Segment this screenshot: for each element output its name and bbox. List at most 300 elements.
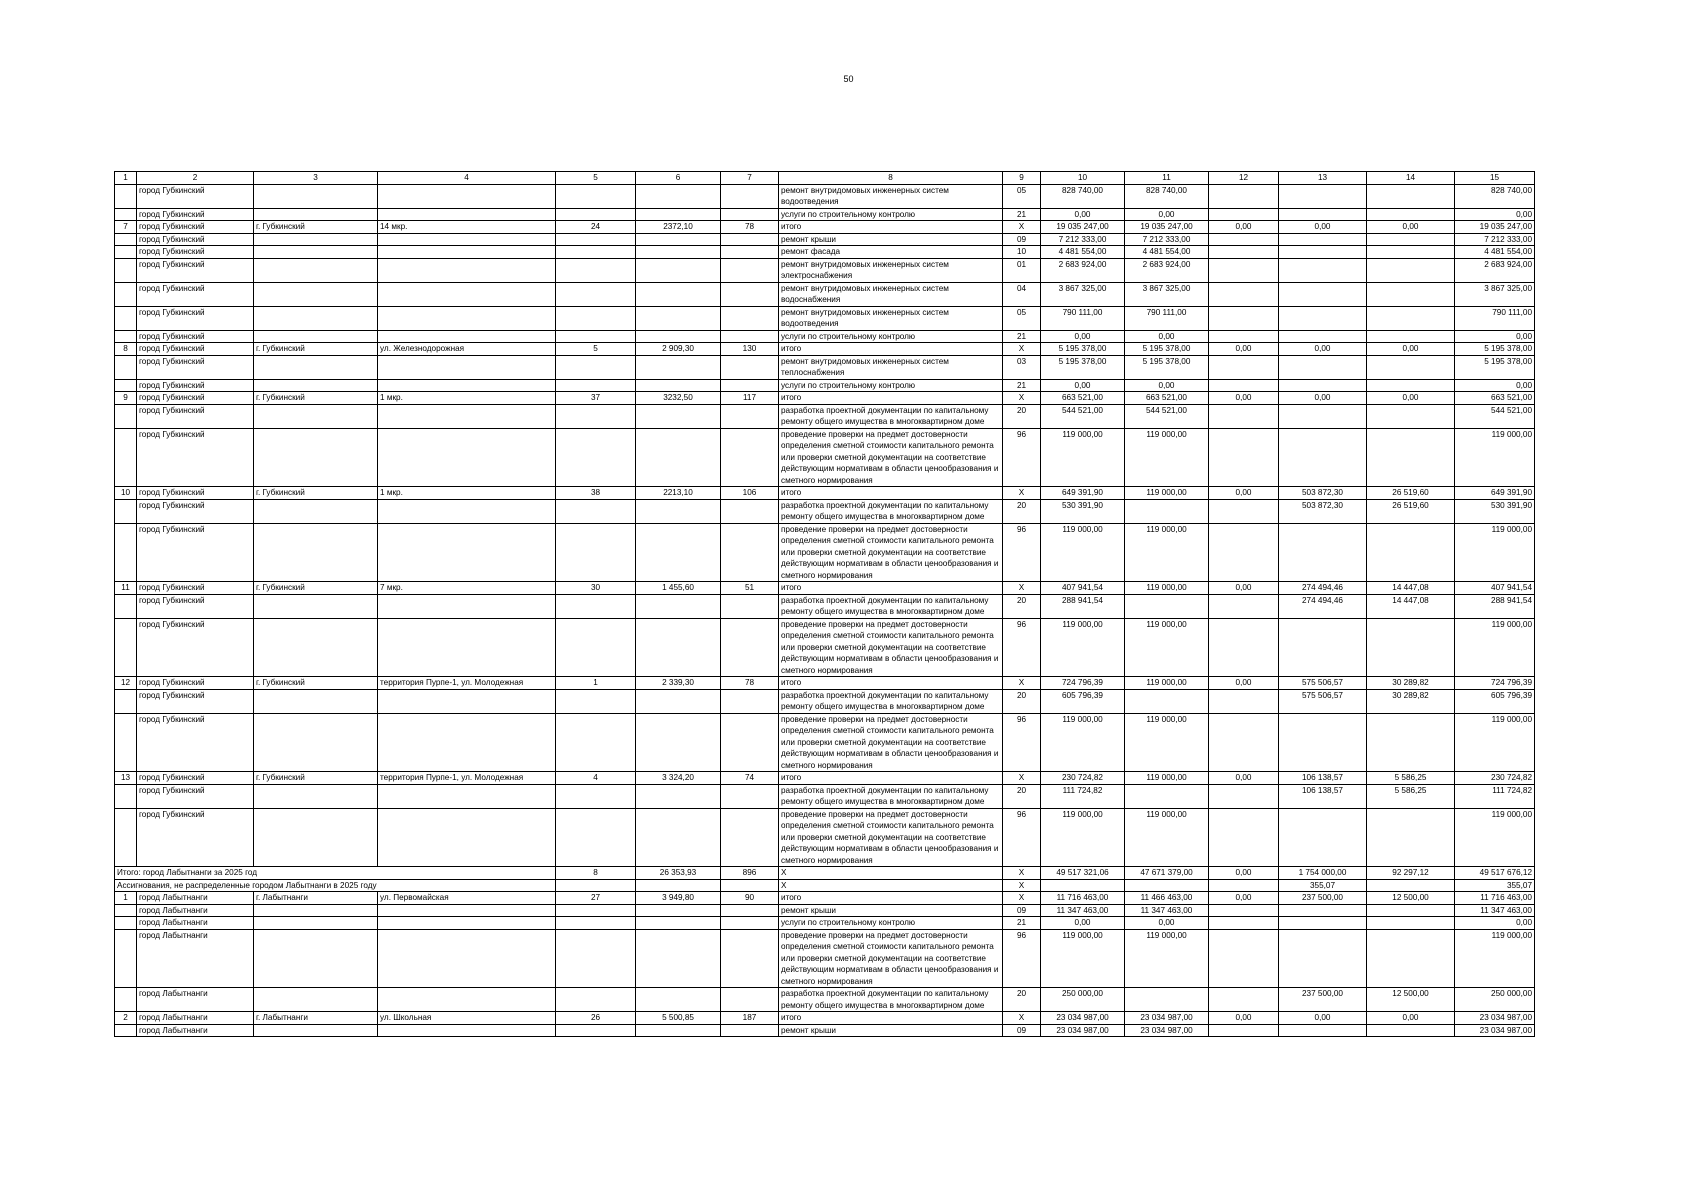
grand-total-cell: 23 034 987,00 (1455, 1024, 1535, 1037)
house-number-cell: 4 (556, 772, 636, 785)
total-cost-cell: 7 212 333,00 (1041, 233, 1125, 246)
total-cost-cell: 119 000,00 (1041, 808, 1125, 867)
work-code-cell: X (1003, 487, 1041, 500)
house-number-cell (556, 618, 636, 677)
municipality-cell: город Губкинский (137, 428, 254, 487)
row-number-cell: 9 (115, 392, 137, 405)
municipality-cell: город Губкинский (137, 343, 254, 356)
residents-cell (721, 618, 779, 677)
column-number-header: 1 (115, 172, 137, 185)
area-cell (636, 618, 721, 677)
area-cell (636, 208, 721, 221)
table-row (115, 355, 1535, 379)
owners-cost-cell: 14 447,08 (1367, 594, 1455, 618)
owners-cost-cell: 0,00 (1367, 343, 1455, 356)
work-code-cell: X (1003, 221, 1041, 234)
budget-cost-cell (1209, 330, 1279, 343)
area-cell (636, 330, 721, 343)
work-code-cell: 96 (1003, 713, 1041, 772)
work-type-cell: ремонт внутридомовых инженерных систем водоснабжения (779, 282, 1003, 306)
municipal-cost-cell (1279, 258, 1367, 282)
fund-cost-cell: 11 466 463,00 (1125, 892, 1209, 905)
municipal-cost-cell: 237 500,00 (1279, 892, 1367, 905)
work-type-cell: проведение проверки на предмет достоверности определения сметной стоимости капитального ремонта или проверки сметной документации на соответствие действующим нормативам в области ценообразования и сметного нормирования (779, 618, 1003, 677)
address-cell (378, 428, 556, 487)
work-type-cell: итого (779, 1012, 1003, 1025)
work-type-cell: итого (779, 677, 1003, 690)
address-cell (378, 594, 556, 618)
municipal-cost-cell: 0,00 (1279, 1012, 1367, 1025)
grand-total-cell: 407 941,54 (1455, 582, 1535, 595)
municipality-cell: город Губкинский (137, 808, 254, 867)
grand-total-cell: 7 212 333,00 (1455, 233, 1535, 246)
settlement-cell (254, 594, 378, 618)
municipal-cost-cell (1279, 917, 1367, 930)
area-cell (636, 929, 721, 988)
settlement-cell: г. Лабытнанги (254, 1012, 378, 1025)
municipal-cost-cell: 274 494,46 (1279, 594, 1367, 618)
owners-cost-cell: 92 297,12 (1367, 867, 1455, 880)
budget-cost-cell: 0,00 (1209, 392, 1279, 405)
budget-cost-cell: 0,00 (1209, 772, 1279, 785)
fund-cost-cell: 23 034 987,00 (1125, 1012, 1209, 1025)
house-number-cell: 30 (556, 582, 636, 595)
residents-cell: 90 (721, 892, 779, 905)
summary-label: Итого: город Лабытнанги за 2025 год (115, 867, 556, 880)
settlement-cell (254, 282, 378, 306)
fund-cost-cell: 828 740,00 (1125, 184, 1209, 208)
column-number-row (115, 172, 1535, 185)
table-row (115, 499, 1535, 523)
budget-cost-cell (1209, 233, 1279, 246)
table-row (115, 689, 1535, 713)
table-row (115, 258, 1535, 282)
fund-cost-cell: 47 671 379,00 (1125, 867, 1209, 880)
municipal-cost-cell (1279, 379, 1367, 392)
column-number-header: 4 (378, 172, 556, 185)
area-cell (636, 917, 721, 930)
address-cell: территория Пурпе-1, ул. Молодежная (378, 677, 556, 690)
residents-cell (721, 428, 779, 487)
work-type-cell: разработка проектной документации по капитальному ремонту общего имущества в многоквартирном доме (779, 594, 1003, 618)
row-number-cell (115, 208, 137, 221)
owners-cost-cell (1367, 233, 1455, 246)
table-row (115, 929, 1535, 988)
work-code-cell: 21 (1003, 208, 1041, 221)
residents-cell (721, 379, 779, 392)
work-type-cell: ремонт фасада (779, 246, 1003, 259)
fund-cost-cell: 0,00 (1125, 208, 1209, 221)
owners-cost-cell (1367, 282, 1455, 306)
work-type-cell: ремонт крыши (779, 1024, 1003, 1037)
owners-cost-cell (1367, 184, 1455, 208)
column-number-header: 13 (1279, 172, 1367, 185)
summary-label: Ассигнования, не распределенные городом Лабытнанги в 2025 году (115, 879, 556, 892)
budget-cost-cell (1209, 904, 1279, 917)
address-cell: ул. Школьная (378, 1012, 556, 1025)
settlement-cell: г. Губкинский (254, 343, 378, 356)
work-code-cell: X (1003, 582, 1041, 595)
area-cell (636, 499, 721, 523)
owners-cost-cell: 0,00 (1367, 221, 1455, 234)
total-cost-cell: 119 000,00 (1041, 523, 1125, 582)
work-type-cell: итого (779, 892, 1003, 905)
residents-cell: 187 (721, 1012, 779, 1025)
table-row (115, 306, 1535, 330)
owners-cost-cell: 12 500,00 (1367, 892, 1455, 905)
address-cell (378, 929, 556, 988)
work-type-cell: услуги по строительному контролю (779, 917, 1003, 930)
house-number-cell (556, 404, 636, 428)
work-code-cell: 04 (1003, 282, 1041, 306)
work-code-cell: X (1003, 772, 1041, 785)
municipality-cell: город Лабытнанги (137, 917, 254, 930)
municipality-cell: город Лабытнанги (137, 892, 254, 905)
column-number-header: 8 (779, 172, 1003, 185)
owners-cost-cell: 30 289,82 (1367, 677, 1455, 690)
residents-cell: 106 (721, 487, 779, 500)
total-cost-cell: 663 521,00 (1041, 392, 1125, 405)
row-number-cell: 11 (115, 582, 137, 595)
total-cost-cell: 19 035 247,00 (1041, 221, 1125, 234)
residents-cell: 896 (721, 867, 779, 880)
column-number-header: 11 (1125, 172, 1209, 185)
residents-cell (721, 879, 779, 892)
row-number-cell (115, 355, 137, 379)
house-number-cell (556, 233, 636, 246)
area-cell (636, 379, 721, 392)
budget-cost-cell: 0,00 (1209, 892, 1279, 905)
owners-cost-cell (1367, 379, 1455, 392)
total-cost-cell (1041, 879, 1125, 892)
budget-cost-cell (1209, 306, 1279, 330)
row-number-cell (115, 428, 137, 487)
work-code-cell: 05 (1003, 184, 1041, 208)
owners-cost-cell (1367, 917, 1455, 930)
municipal-cost-cell (1279, 355, 1367, 379)
work-code-cell: 05 (1003, 306, 1041, 330)
work-code-cell: 10 (1003, 246, 1041, 259)
residents-cell (721, 917, 779, 930)
settlement-cell (254, 428, 378, 487)
table-row (115, 917, 1535, 930)
total-cost-cell: 49 517 321,06 (1041, 867, 1125, 880)
budget-cost-cell: 0,00 (1209, 487, 1279, 500)
house-number-cell (556, 355, 636, 379)
work-code-cell: 03 (1003, 355, 1041, 379)
owners-cost-cell: 0,00 (1367, 1012, 1455, 1025)
municipal-cost-cell: 575 506,57 (1279, 677, 1367, 690)
budget-cost-cell (1209, 618, 1279, 677)
column-number-header: 9 (1003, 172, 1041, 185)
budget-cost-cell (1209, 929, 1279, 988)
area-cell (636, 184, 721, 208)
house-number-cell (556, 330, 636, 343)
work-code-cell: 20 (1003, 594, 1041, 618)
area-cell: 2 909,30 (636, 343, 721, 356)
address-cell (378, 306, 556, 330)
grand-total-cell: 0,00 (1455, 208, 1535, 221)
owners-cost-cell (1367, 258, 1455, 282)
settlement-cell (254, 904, 378, 917)
owners-cost-cell: 14 447,08 (1367, 582, 1455, 595)
total-cost-cell: 828 740,00 (1041, 184, 1125, 208)
work-code-cell: 21 (1003, 379, 1041, 392)
municipality-cell: город Губкинский (137, 258, 254, 282)
total-cost-cell: 5 195 378,00 (1041, 343, 1125, 356)
settlement-cell: г. Губкинский (254, 221, 378, 234)
row-number-cell (115, 246, 137, 259)
residents-cell (721, 988, 779, 1012)
total-cost-cell: 3 867 325,00 (1041, 282, 1125, 306)
fund-cost-cell (1125, 784, 1209, 808)
grand-total-cell: 2 683 924,00 (1455, 258, 1535, 282)
row-number-cell (115, 184, 137, 208)
house-number-cell (556, 208, 636, 221)
owners-cost-cell (1367, 428, 1455, 487)
total-cost-cell: 407 941,54 (1041, 582, 1125, 595)
work-type-cell: разработка проектной документации по капитальному ремонту общего имущества в многоквартирном доме (779, 689, 1003, 713)
municipality-cell: город Губкинский (137, 582, 254, 595)
fund-cost-cell: 5 195 378,00 (1125, 355, 1209, 379)
work-code-cell: X (1003, 892, 1041, 905)
house-number-cell (556, 306, 636, 330)
residents-cell (721, 904, 779, 917)
owners-cost-cell (1367, 808, 1455, 867)
total-cost-cell: 2 683 924,00 (1041, 258, 1125, 282)
fund-cost-cell: 119 000,00 (1125, 523, 1209, 582)
owners-cost-cell (1367, 355, 1455, 379)
municipality-cell: город Лабытнанги (137, 904, 254, 917)
work-type-cell: проведение проверки на предмет достоверности определения сметной стоимости капитального ремонта или проверки сметной документации на соответствие действующим нормативам в области ценообразования и сметного нормирования (779, 808, 1003, 867)
budget-cost-cell (1209, 523, 1279, 582)
table-row (115, 523, 1535, 582)
total-cost-cell: 649 391,90 (1041, 487, 1125, 500)
municipality-cell: город Лабытнанги (137, 929, 254, 988)
grand-total-cell: 5 195 378,00 (1455, 343, 1535, 356)
address-cell (378, 904, 556, 917)
address-cell (378, 988, 556, 1012)
house-number-cell (556, 523, 636, 582)
house-number-cell: 38 (556, 487, 636, 500)
grand-total-cell: 0,00 (1455, 379, 1535, 392)
table-row (115, 677, 1535, 690)
work-code-cell: 01 (1003, 258, 1041, 282)
settlement-cell: г. Губкинский (254, 392, 378, 405)
table-row (115, 904, 1535, 917)
table-row (115, 208, 1535, 221)
settlement-cell (254, 184, 378, 208)
owners-cost-cell: 12 500,00 (1367, 988, 1455, 1012)
budget-cost-cell (1209, 689, 1279, 713)
residents-cell: 117 (721, 392, 779, 405)
house-number-cell (556, 246, 636, 259)
settlement-cell (254, 929, 378, 988)
work-code-cell: X (1003, 879, 1041, 892)
grand-total-cell: 544 521,00 (1455, 404, 1535, 428)
settlement-cell (254, 1024, 378, 1037)
settlement-cell (254, 689, 378, 713)
row-number-cell (115, 784, 137, 808)
area-cell (636, 713, 721, 772)
grand-total-cell: 23 034 987,00 (1455, 1012, 1535, 1025)
house-number-cell (556, 713, 636, 772)
grand-total-cell: 49 517 676,12 (1455, 867, 1535, 880)
area-cell (636, 523, 721, 582)
grand-total-cell: 5 195 378,00 (1455, 355, 1535, 379)
house-number-cell (556, 879, 636, 892)
work-code-cell: 09 (1003, 1024, 1041, 1037)
house-number-cell (556, 258, 636, 282)
fund-cost-cell: 119 000,00 (1125, 713, 1209, 772)
total-cost-cell: 23 034 987,00 (1041, 1024, 1125, 1037)
municipality-cell: город Губкинский (137, 618, 254, 677)
residents-cell (721, 208, 779, 221)
settlement-cell: г. Губкинский (254, 677, 378, 690)
municipal-cost-cell (1279, 808, 1367, 867)
residents-cell (721, 713, 779, 772)
settlement-cell (254, 246, 378, 259)
area-cell: 3 949,80 (636, 892, 721, 905)
area-cell: 2213,10 (636, 487, 721, 500)
work-code-cell: 96 (1003, 808, 1041, 867)
budget-cost-cell (1209, 246, 1279, 259)
table-row (115, 379, 1535, 392)
municipality-cell: город Губкинский (137, 282, 254, 306)
work-type-cell: разработка проектной документации по капитальному ремонту общего имущества в многоквартирном доме (779, 988, 1003, 1012)
address-cell (378, 282, 556, 306)
residents-cell (721, 1024, 779, 1037)
budget-cost-cell: 0,00 (1209, 221, 1279, 234)
table-row (115, 404, 1535, 428)
municipality-cell: город Губкинский (137, 379, 254, 392)
row-number-cell (115, 523, 137, 582)
residents-cell (721, 355, 779, 379)
municipality-cell: город Губкинский (137, 404, 254, 428)
municipal-cost-cell: 355,07 (1279, 879, 1367, 892)
grand-total-cell: 0,00 (1455, 330, 1535, 343)
row-number-cell (115, 808, 137, 867)
area-cell (636, 689, 721, 713)
grand-total-cell: 119 000,00 (1455, 929, 1535, 988)
table-row (115, 892, 1535, 905)
budget-cost-cell (1209, 988, 1279, 1012)
house-number-cell (556, 784, 636, 808)
budget-cost-cell (1209, 784, 1279, 808)
owners-cost-cell (1367, 618, 1455, 677)
municipal-cost-cell: 106 138,57 (1279, 784, 1367, 808)
area-cell (636, 784, 721, 808)
municipality-cell: город Губкинский (137, 221, 254, 234)
fund-cost-cell: 790 111,00 (1125, 306, 1209, 330)
address-cell (378, 330, 556, 343)
address-cell (378, 784, 556, 808)
fund-cost-cell: 2 683 924,00 (1125, 258, 1209, 282)
column-number-header: 2 (137, 172, 254, 185)
fund-cost-cell: 119 000,00 (1125, 808, 1209, 867)
work-type-cell: итого (779, 343, 1003, 356)
residents-cell (721, 523, 779, 582)
residents-cell (721, 282, 779, 306)
work-type-cell: разработка проектной документации по капитальному ремонту общего имущества в многоквартирном доме (779, 499, 1003, 523)
house-number-cell: 27 (556, 892, 636, 905)
residents-cell (721, 929, 779, 988)
work-type-cell: X (779, 879, 1003, 892)
table-row (115, 184, 1535, 208)
owners-cost-cell: 26 519,60 (1367, 499, 1455, 523)
municipal-cost-cell: 0,00 (1279, 221, 1367, 234)
municipality-cell: город Губкинский (137, 233, 254, 246)
owners-cost-cell (1367, 246, 1455, 259)
row-number-cell (115, 233, 137, 246)
work-type-cell: услуги по строительному контролю (779, 208, 1003, 221)
total-cost-cell: 119 000,00 (1041, 428, 1125, 487)
house-number-cell (556, 594, 636, 618)
grand-total-cell: 649 391,90 (1455, 487, 1535, 500)
address-cell (378, 233, 556, 246)
row-number-cell: 8 (115, 343, 137, 356)
total-cost-cell: 0,00 (1041, 917, 1125, 930)
budget-cost-cell (1209, 1024, 1279, 1037)
total-cost-cell: 605 796,39 (1041, 689, 1125, 713)
municipality-cell: город Губкинский (137, 594, 254, 618)
budget-cost-cell: 0,00 (1209, 343, 1279, 356)
budget-cost-cell (1209, 404, 1279, 428)
table-row (115, 618, 1535, 677)
work-type-cell: ремонт внутридомовых инженерных систем водоотведения (779, 184, 1003, 208)
work-code-cell: 21 (1003, 917, 1041, 930)
municipal-cost-cell: 0,00 (1279, 392, 1367, 405)
address-cell: территория Пурпе-1, ул. Молодежная (378, 772, 556, 785)
residents-cell: 130 (721, 343, 779, 356)
address-cell (378, 689, 556, 713)
fund-cost-cell: 0,00 (1125, 330, 1209, 343)
owners-cost-cell: 30 289,82 (1367, 689, 1455, 713)
address-cell: ул. Первомайская (378, 892, 556, 905)
municipal-cost-cell (1279, 523, 1367, 582)
residents-cell (721, 689, 779, 713)
area-cell (636, 404, 721, 428)
fund-cost-cell: 119 000,00 (1125, 487, 1209, 500)
row-number-cell (115, 379, 137, 392)
owners-cost-cell: 26 519,60 (1367, 487, 1455, 500)
grand-total-cell: 11 716 463,00 (1455, 892, 1535, 905)
grand-total-cell: 724 796,39 (1455, 677, 1535, 690)
address-cell: 7 мкр. (378, 582, 556, 595)
area-cell (636, 808, 721, 867)
settlement-cell (254, 258, 378, 282)
house-number-cell (556, 1024, 636, 1037)
municipal-cost-cell: 575 506,57 (1279, 689, 1367, 713)
address-cell (378, 917, 556, 930)
row-number-cell (115, 689, 137, 713)
budget-cost-cell (1209, 258, 1279, 282)
area-cell (636, 233, 721, 246)
budget-cost-cell (1209, 594, 1279, 618)
fund-cost-cell: 5 195 378,00 (1125, 343, 1209, 356)
house-number-cell (556, 988, 636, 1012)
work-code-cell: X (1003, 392, 1041, 405)
residents-cell (721, 233, 779, 246)
work-code-cell: X (1003, 1012, 1041, 1025)
fund-cost-cell: 0,00 (1125, 379, 1209, 392)
owners-cost-cell: 0,00 (1367, 392, 1455, 405)
work-code-cell: 96 (1003, 523, 1041, 582)
grand-total-cell: 828 740,00 (1455, 184, 1535, 208)
column-number-header: 7 (721, 172, 779, 185)
table-row (115, 784, 1535, 808)
owners-cost-cell (1367, 713, 1455, 772)
